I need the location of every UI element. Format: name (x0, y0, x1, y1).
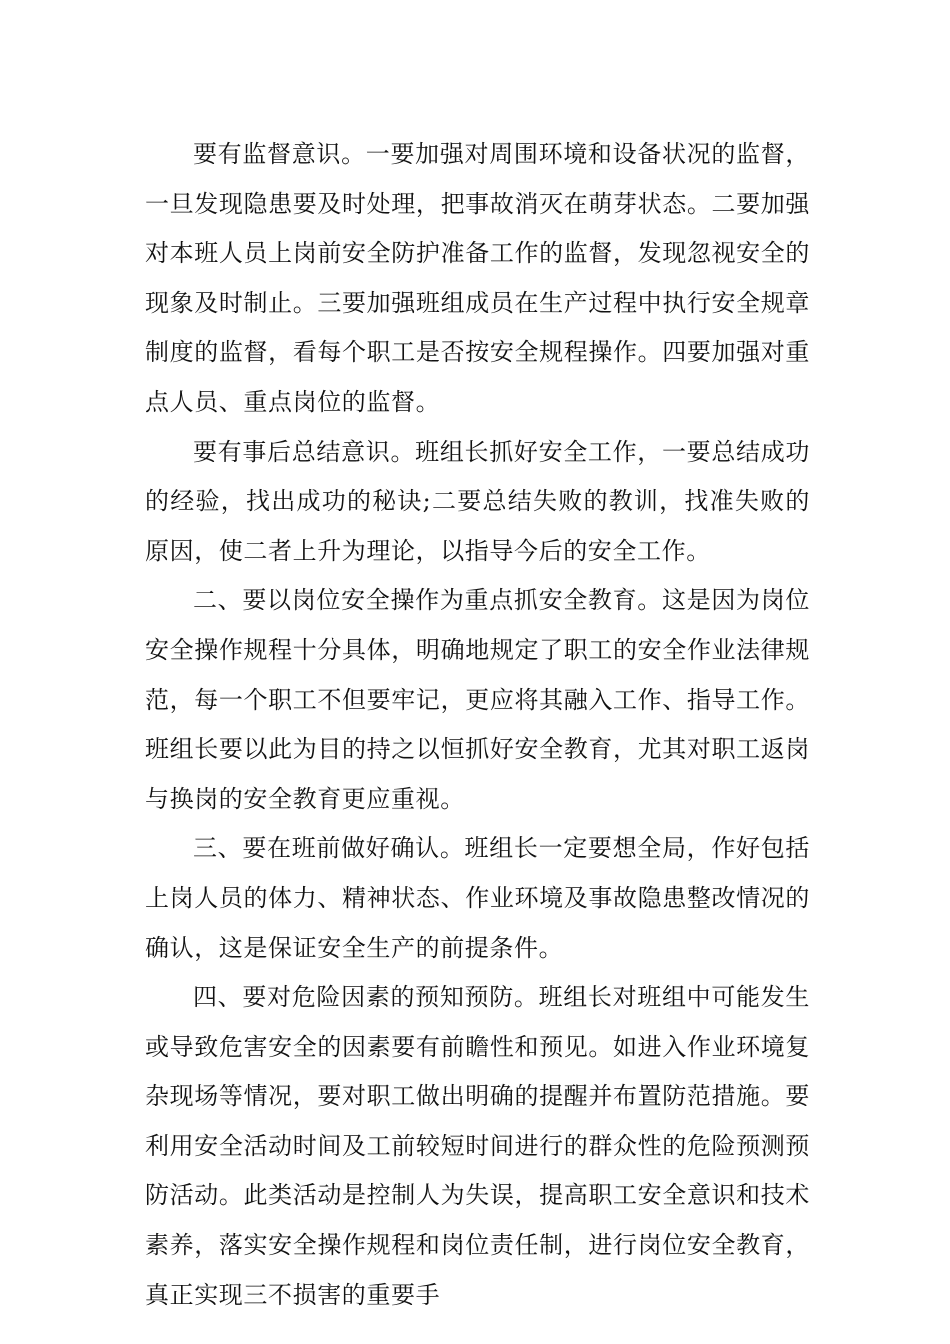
document-body (145, 130, 810, 1320)
paragraph-summary: 要有事后总结意识。班组长抓好安全工作，一要总结成功的经验，找出成功的秘诀;二要总结失败的教训，找准失败的原因，使二者上升为理论，以指导今后的安全工作。 (145, 437, 810, 565)
paragraph-section-two: 二、要以岗位安全操作为重点抓安全教育。这是因为岗位安全操作规程十分具体，明确地规定了职工的安全作业法律规范，每一个职工不但要牢记，更应将其融入工作、指导工作。班组长要以此为目的持之以恒抓好安全教育，尤其对职工返岗与换岗的安全教育更应重视。 (145, 586, 810, 813)
paragraph-section-four: 四、要对危险因素的预知预防。班组长对班组中可能发生或导致危害安全的因素要有前瞻性和预见。如进入作业环境复杂现场等情况，要对职工做出明确的提醒并布置防范措施。要利用安全活动时间及工前较短时间进行的群众性的危险预测预防活动。此类活动是控制人为失误，提高职工安全意识和技术素养，落实安全操作规程和岗位责任制，进行岗位安全教育，真正实现三不损害的重要手 (145, 983, 810, 1309)
paragraph-supervision: 要有监督意识。一要加强对周围环境和设备状况的监督，一旦发现隐患要及时处理，把事故消灭在萌芽状态。二要加强对本班人员上岗前安全防护准备工作的监督，发现忽视安全的现象及时制止。三要加强班组成员在生产过程中执行安全规章制度的监督，看每个职工是否按安全规程操作。四要加强对重点人员、重点岗位的监督。 (145, 140, 810, 416)
paragraph-section-three: 三、要在班前做好确认。班组长一定要想全局，作好包括上岗人员的体力、精神状态、作业环境及事故隐患整改情况的确认，这是保证安全生产的前提条件。 (145, 834, 810, 962)
